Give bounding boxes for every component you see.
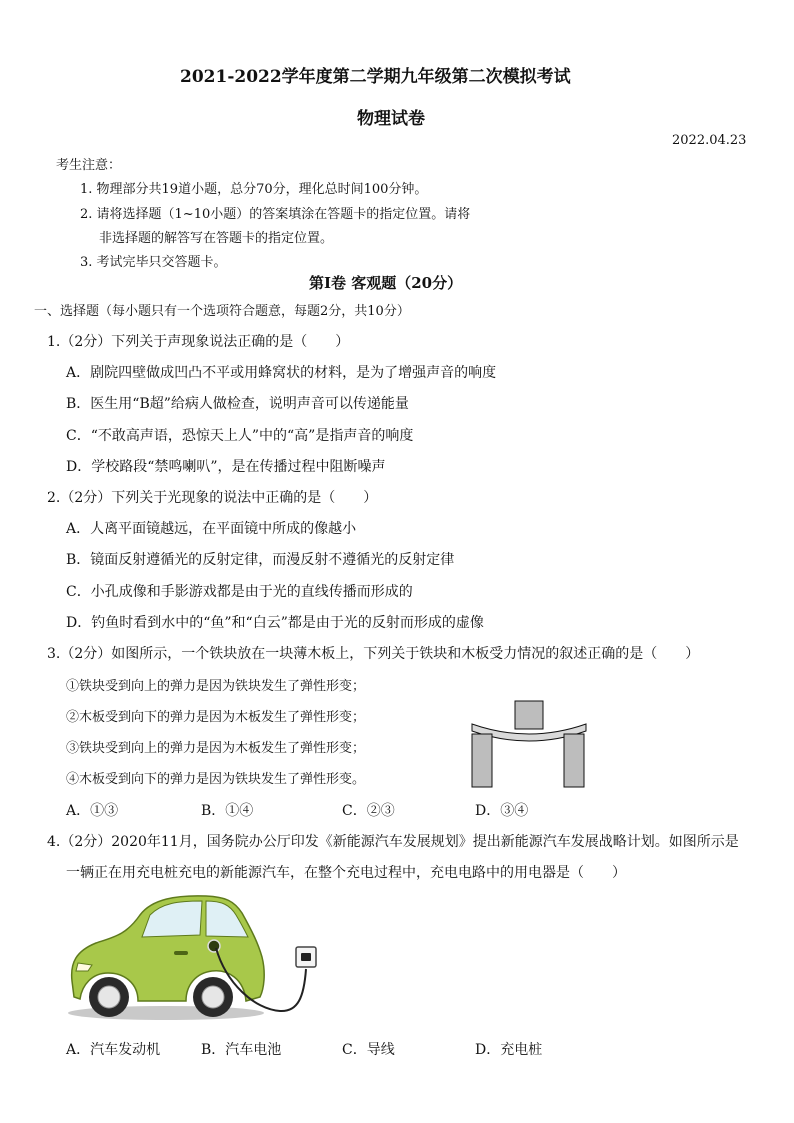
left-support xyxy=(472,734,492,787)
q4-stem-text: 一辆正在用充电桩充电的新能源汽车，在整个充电过程中，充电电路中的用电器是（ xyxy=(66,865,584,881)
q1-option-b: B．医生用“B超”给病人做检查，说明声音可以传递能量 xyxy=(66,396,409,412)
q2-stem-text: 2.（2分）下列关于光现象的说法中正确的是（ xyxy=(47,490,336,506)
q2-option-b: B．镜面反射遵循光的反射定律，而漫反射不遵循光的反射定律 xyxy=(66,552,455,568)
section-title: 第Ⅰ卷 客观题（20分） xyxy=(309,274,463,292)
q3-statement-3: ③铁块受到向上的弹力是因为木板发生了弹性形变； xyxy=(66,741,366,756)
part-heading: 一、选择题（每小题只有一个选项符合题意，每题2分，共10分） xyxy=(34,304,410,319)
exam-subtitle: 物理试卷 xyxy=(357,109,425,129)
q1-stem-close: ） xyxy=(335,334,350,350)
iron-block-board-figure xyxy=(468,700,588,788)
question-4-stem-line2 xyxy=(66,862,626,882)
q3-option-b: B．①④ xyxy=(201,803,254,819)
q3-option-a: A．①③ xyxy=(66,803,119,819)
notice-heading: 考生注意： xyxy=(56,158,122,173)
notice-item: 3. 考试完毕只交答题卡。 xyxy=(80,255,227,270)
iron-block xyxy=(515,701,543,729)
exam-date: 2022.04.23 xyxy=(672,133,747,148)
charging-port-icon xyxy=(208,940,220,952)
q4-option-d: D．充电桩 xyxy=(475,1042,543,1058)
q4-option-b: B．汽车电池 xyxy=(201,1042,282,1058)
q2-option-a: A．人离平面镜越远，在平面镜中所成的像越小 xyxy=(66,521,357,537)
notice-item: 2. 请将选择题（1~10小题）的答案填涂在答题卡的指定位置。请将 xyxy=(80,207,471,222)
question-2-stem xyxy=(47,487,377,507)
q1-option-c: C．“不敢高声语，恐惊天上人”中的“高”是指声音的响度 xyxy=(66,428,414,444)
question-4-stem-line1: 4.（2分）2020年11月，国务院办公厅印发《新能源汽车发展规划》提出新能源汽车发展战略计划。如图所示是 xyxy=(47,834,739,850)
notice-item: 非选择题的解答写在答题卡的指定位置。 xyxy=(99,231,334,246)
exam-title: 2021-2022学年度第二学期九年级第二次模拟考试 xyxy=(180,67,571,87)
q1-option-d: D．学校路段“禁鸣喇叭”，是在传播过程中阻断噪声 xyxy=(66,459,386,475)
rear-hubcap xyxy=(202,986,224,1008)
q2-option-c: C．小孔成像和手影游戏都是由于光的直线传播而形成的 xyxy=(66,584,413,600)
q3-option-d: D．③④ xyxy=(475,803,529,819)
q3-option-c: C．②③ xyxy=(342,803,395,819)
q1-stem-text: 1.（2分）下列关于声现象说法正确的是（ xyxy=(47,334,308,350)
q4-stem-close: ） xyxy=(612,865,626,881)
q3-stem-text: 3.（2分）如图所示，一个铁块放在一块薄木板上，下列关于铁块和木板受力情况的叙述正确的是（ xyxy=(47,646,658,662)
charging-plug-icon xyxy=(301,953,311,961)
question-1-stem xyxy=(47,331,349,351)
q2-option-d: D．钓鱼时看到水中的“鱼”和“白云”都是由于光的反射而形成的虚像 xyxy=(66,615,484,631)
q3-statement-1: ①铁块受到向上的弹力是因为铁块发生了弹性形变； xyxy=(66,679,366,694)
q4-option-c: C．导线 xyxy=(342,1042,395,1058)
right-support xyxy=(564,734,584,787)
q3-statement-4: ④木板受到向下的弹力是因为铁块发生了弹性形变。 xyxy=(66,772,366,787)
door-handle xyxy=(174,951,188,955)
front-hubcap xyxy=(98,986,120,1008)
q1-option-a: A．剧院四壁做成凹凸不平或用蜂窝状的材料，是为了增强声音的响度 xyxy=(66,365,497,381)
notice-item: 1. 物理部分共19道小题，总分70分，理化总时间100分钟。 xyxy=(80,182,428,197)
q3-statement-2: ②木板受到向下的弹力是因为木板发生了弹性形变； xyxy=(66,710,366,725)
q3-stem-close: ） xyxy=(685,646,700,662)
question-3-stem xyxy=(47,643,699,663)
q2-stem-close: ） xyxy=(363,490,378,506)
ev-charging-figure xyxy=(66,893,328,1023)
q4-option-a: A．汽车发动机 xyxy=(66,1042,161,1058)
